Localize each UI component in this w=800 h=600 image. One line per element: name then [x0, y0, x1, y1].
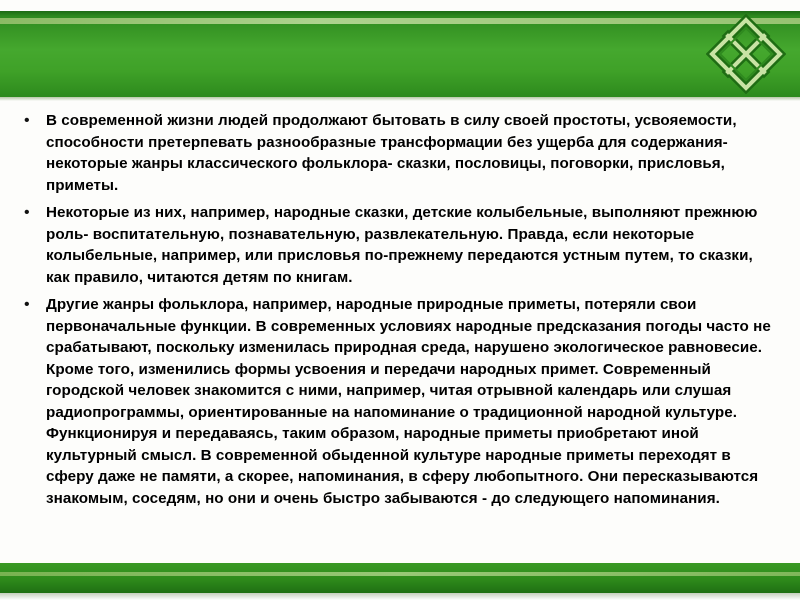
bullet-list: [18, 110, 776, 515]
list-item: [18, 110, 776, 196]
bullet-text: Некоторые из них, например, народные сказки, детские колыбельные, выполняют прежнюю роль- воспитательную, познавательную, развлекательную. Правда, если некоторые колыбельные, например, или присловья по-прежнему передаются устным путем, то сказки, как правило, читаются детям по книгам.: [46, 204, 758, 286]
bullet-text: Другие жанры фольклора, например, народные природные приметы, потеряли свои первоначальные функции. В современных условиях народные предсказания погоды часто не срабатывают, поскольку изменилась природная среда, нарушено экологическое равновесие. Кроме того, изменились формы усвоения и передачи народных примет. Современный городской человек знакомится с ними, например, читая отрывной календарь или слушая радиопрограммы, ориентированные на напоминание о традиционной народной культуре. Функционируя и передаваясь, таким образом, народные приметы приобретают иной культурный смысл. В современной обыденной культуре народные приметы переходят в сферу даже не памяти, а скорее, напоминания, в сферу любопытного. Они пересказываются знакомым, соседям, но они и очень быстро забываются - до следующего напоминания.: [46, 296, 771, 507]
bullet-marker: •: [24, 112, 30, 129]
footer-stripe: [0, 572, 800, 576]
celtic-knot-icon: [706, 14, 786, 94]
footer-shadow: [0, 593, 800, 600]
bullet-marker: •: [24, 296, 30, 313]
header-stripe: [0, 18, 800, 24]
header-shadow: [0, 97, 800, 101]
bullet-marker: •: [24, 204, 30, 221]
bullet-text: В современной жизни людей продолжают бытовать в силу своей простоты, усвояемости, способности претерпевать разнообразные трансформации без ущерба для содержания- некоторые жанры классического фольклора- сказки, пословицы, поговорки, присловья, приметы.: [46, 112, 737, 194]
list-item: [18, 294, 776, 509]
footer-band: [0, 563, 800, 593]
list-item: [18, 202, 776, 288]
